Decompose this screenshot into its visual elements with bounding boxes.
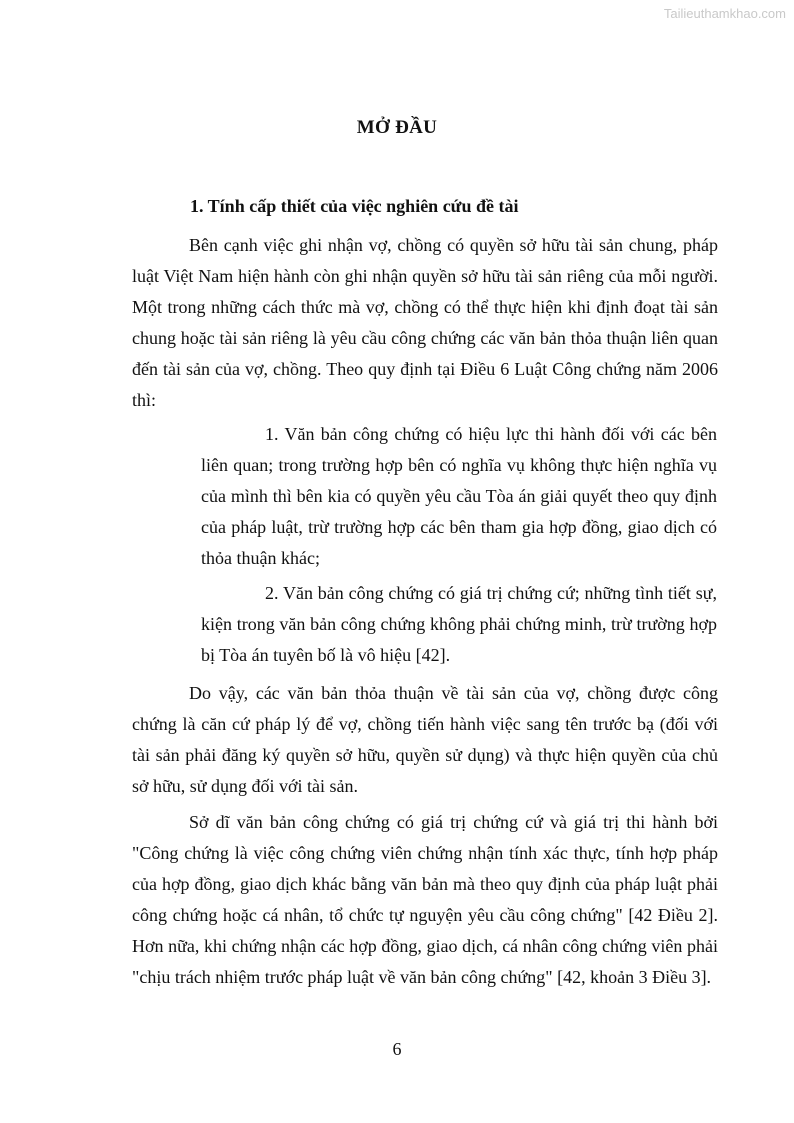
quoted-clause-1: 1. Văn bản công chứng có hiệu lực thi hành đối với các bên liên quan; trong trường hợp bên có nghĩa vụ không thực hiện nghĩa vụ của mình thì bên kia có quyền yêu cầu Tòa án giải quyết theo quy định của pháp luật, trừ trường hợp các bên tham gia hợp đồng, giao dịch có thỏa thuận khác; — [201, 424, 717, 568]
page-title: MỞ ĐẦU — [356, 117, 438, 138]
page-number: 6 — [392, 1039, 402, 1059]
body-paragraph-1: Bên cạnh việc ghi nhận vợ, chồng có quyền sở hữu tài sản chung, pháp luật Việt Nam hiện hành còn ghi nhận quyền sở hữu tài sản riêng của mỗi người. Một trong những cách thức mà vợ, chồng có thể thực hiện khi định đoạt tài sản chung hoặc tài sản riêng là yêu cầu công chứng các văn bản thỏa thuận liên quan đến tài sản của vợ, chồng. Theo quy định tại Điều 6 Luật Công chứng năm 2006 thì: — [132, 235, 718, 410]
quoted-clause-2: 2. Văn bản công chứng có giá trị chứng cứ; những tình tiết sự, kiện trong văn bản công chứng không phải chứng minh, trừ trường hợp bị Tòa án tuyên bố là vô hiệu [42]. — [201, 583, 717, 665]
section-heading: 1. Tính cấp thiết của việc nghiên cứu đề tài — [190, 196, 519, 216]
body-paragraph-2: Do vậy, các văn bản thỏa thuận về tài sản của vợ, chồng được công chứng là căn cứ pháp lý để vợ, chồng tiến hành việc sang tên trước bạ (đối với tài sản phải đăng ký quyền sở hữu, quyền sử dụng) và thực hiện quyền của chủ sở hữu, sử dụng đối với tài sản. — [132, 683, 718, 796]
watermark-text: Tailieuthamkhao.com — [663, 6, 786, 21]
body-paragraph-3: Sở dĩ văn bản công chứng có giá trị chứng cứ và giá trị thi hành bởi "Công chứng là việc công chứng viên chứng nhận tính xác thực, tính hợp pháp của hợp đồng, giao dịch khác bằng văn bản mà theo quy định của pháp luật phải công chứng hoặc cá nhân, tổ chức tự nguyện yêu cầu công chứng" [42 Điều 2]. Hơn nữa, khi chứng nhận các hợp đồng, giao dịch, cá nhân công chứng viên phải "chịu trách nhiệm trước pháp luật về văn bản công chứng" [42, khoản 3 Điều 3]. — [132, 812, 718, 987]
